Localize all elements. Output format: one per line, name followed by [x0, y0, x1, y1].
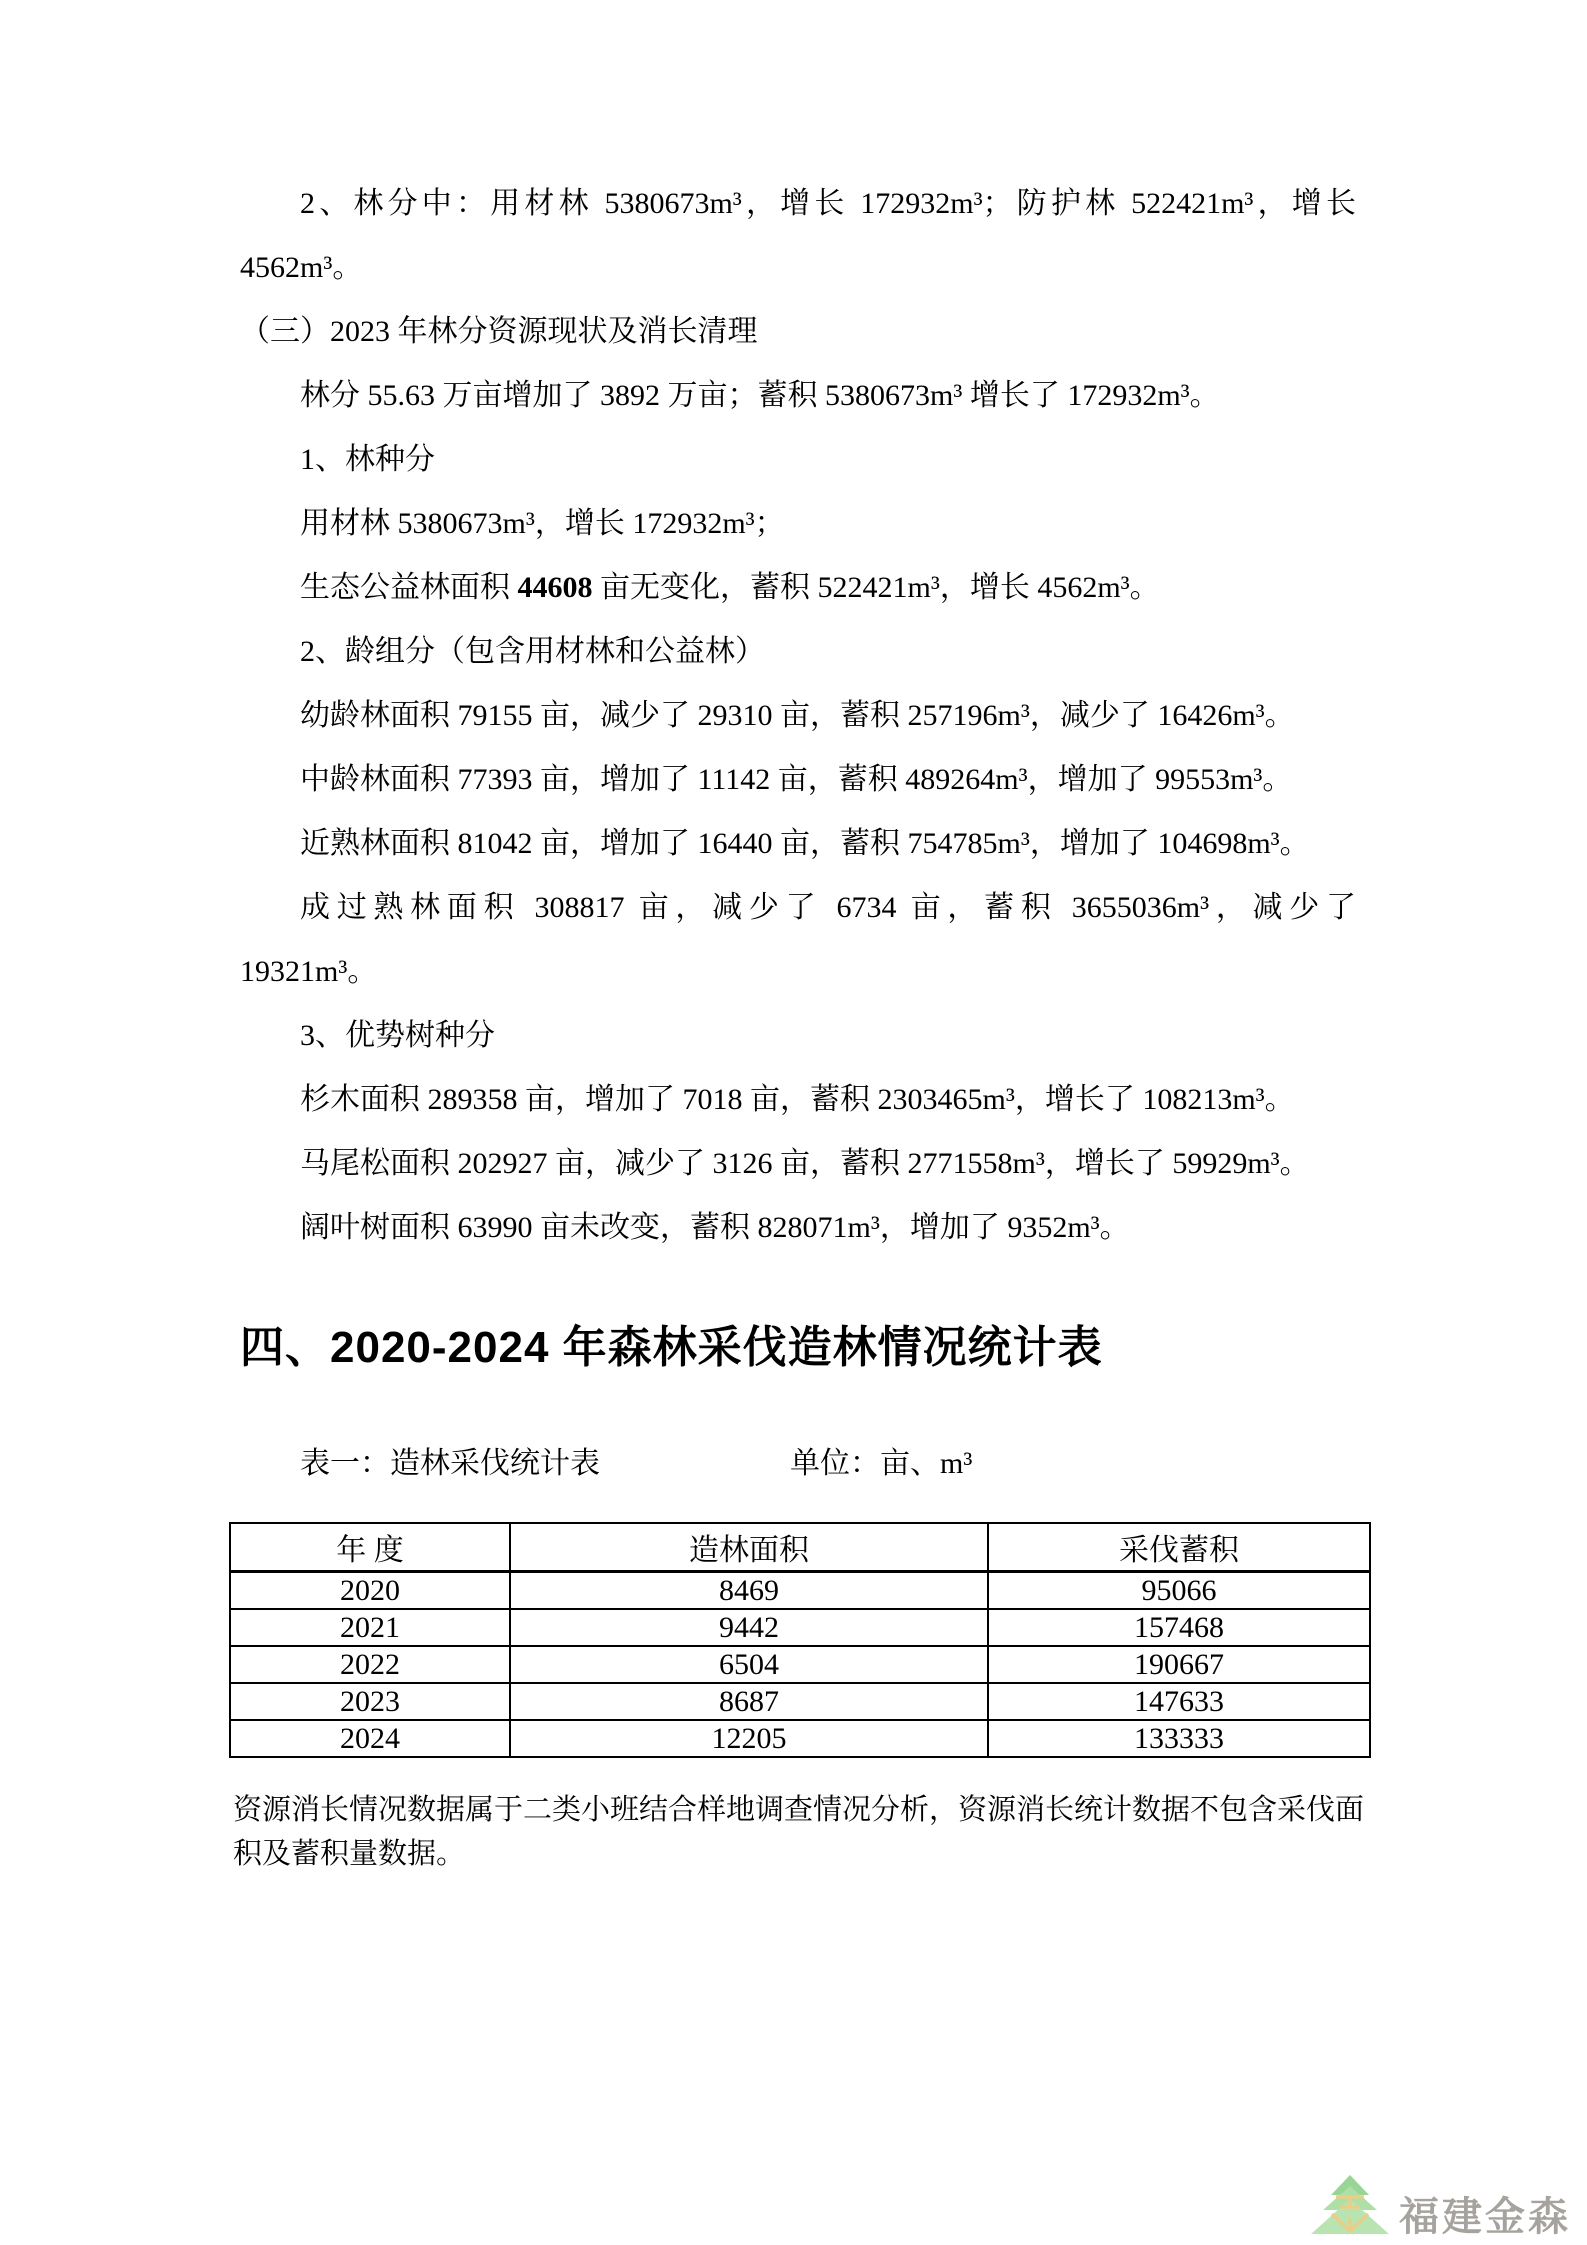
table-row [230, 1720, 1370, 1757]
tree-icon [1309, 2174, 1391, 2241]
table-row [230, 1646, 1370, 1683]
table-cell: 6504 [510, 1646, 988, 1683]
table-cell: 133333 [988, 1720, 1370, 1757]
body-line: 马尾松面积 202927 亩，减少了 3126 亩，蓄积 2771558m³，增长了 59929m³。 [300, 1147, 1310, 1180]
table-cell: 2024 [230, 1720, 510, 1757]
table-cell: 12205 [510, 1720, 988, 1757]
table-cell: 8469 [510, 1572, 988, 1610]
body-line: 杉木面积 289358 亩，增加了 7018 亩，蓄积 2303465m³，增长了 108213m³。 [300, 1083, 1295, 1116]
document-content [233, 172, 1365, 1876]
table-cell: 147633 [988, 1683, 1370, 1720]
company-logo [1309, 2174, 1571, 2241]
table-cell: 8687 [510, 1683, 988, 1720]
body-line: 2、林分中：用材林 5380673m³，增长 172932m³；防护林 522421m³，增长 [300, 187, 1356, 220]
table-cell: 9442 [510, 1609, 988, 1646]
table-header-cell: 造林面积 [510, 1523, 988, 1572]
body-line: 3、优势树种分 [300, 1019, 495, 1052]
table-unit-label: 单位：亩、m³ [790, 1447, 973, 1480]
body-text: 生态公益林面积 [300, 571, 518, 604]
body-line: 4562m³。 [240, 251, 363, 284]
body-text: 亩无变化，蓄积 522421m³，增长 4562m³。 [592, 571, 1160, 604]
body-line: 幼龄林面积 79155 亩，减少了 29310 亩，蓄积 257196m³，减少了 16426m³。 [300, 699, 1295, 732]
table-cell: 2023 [230, 1683, 510, 1720]
body-line: 1、林种分 [300, 443, 435, 476]
table-cell: 157468 [988, 1609, 1370, 1646]
section-heading: （三）2023 年林分资源现状及消长清理 [240, 315, 758, 348]
body-line: 中龄林面积 77393 亩，增加了 11142 亩，蓄积 489264m³，增加了 99553m³。 [300, 763, 1293, 796]
body-line: 阔叶树面积 63990 亩未改变，蓄积 828071m³，增加了 9352m³。 [300, 1211, 1130, 1244]
footnote-line: 资源消长情况数据属于二类小班结合样地调查情况分析，资源消长统计数据不包含采伐面 [233, 1794, 1365, 1826]
body-line: 2、龄组分（包含用材林和公益林） [300, 635, 765, 668]
body-line: 近熟林面积 81042 亩，增加了 16440 亩，蓄积 754785m³，增加了 104698m³。 [300, 827, 1310, 860]
table-row [230, 1572, 1370, 1610]
footnote [233, 1788, 1365, 1876]
table-cell: 2021 [230, 1609, 510, 1646]
body-line [240, 556, 1356, 620]
body-line: 用材林 5380673m³，增长 172932m³； [300, 507, 785, 540]
table-caption-row [240, 1440, 1356, 1488]
body-line: 林分 55.63 万亩增加了 3892 万亩；蓄积 5380673m³ 增长了 172932m³。 [300, 379, 1220, 412]
table-header-cell: 年 度 [230, 1523, 510, 1572]
bold-value: 44608 [517, 571, 593, 604]
body-line: 19321m³。 [240, 955, 378, 988]
table-row [230, 1683, 1370, 1720]
table-header-cell: 采伐蓄积 [988, 1523, 1370, 1572]
afforestation-harvest-table [229, 1522, 1371, 1758]
table-caption: 表一：造林采伐统计表 [300, 1447, 600, 1480]
chapter-heading: 四、2020-2024 年森林采伐造林情况统计表 [240, 1323, 1103, 1372]
table-cell: 2020 [230, 1572, 510, 1610]
footnote-line: 积及蓄积量数据。 [233, 1838, 466, 1870]
body-line: 成过熟林面积 308817 亩，减少了 6734 亩，蓄积 3655036m³，减少了 [300, 891, 1356, 924]
table-cell: 2022 [230, 1646, 510, 1683]
table-cell: 190667 [988, 1646, 1370, 1683]
table-cell: 95066 [988, 1572, 1370, 1610]
table-header-row [230, 1523, 1370, 1572]
table-row [230, 1609, 1370, 1646]
logo-text: 福建金森 [1399, 2195, 1571, 2239]
